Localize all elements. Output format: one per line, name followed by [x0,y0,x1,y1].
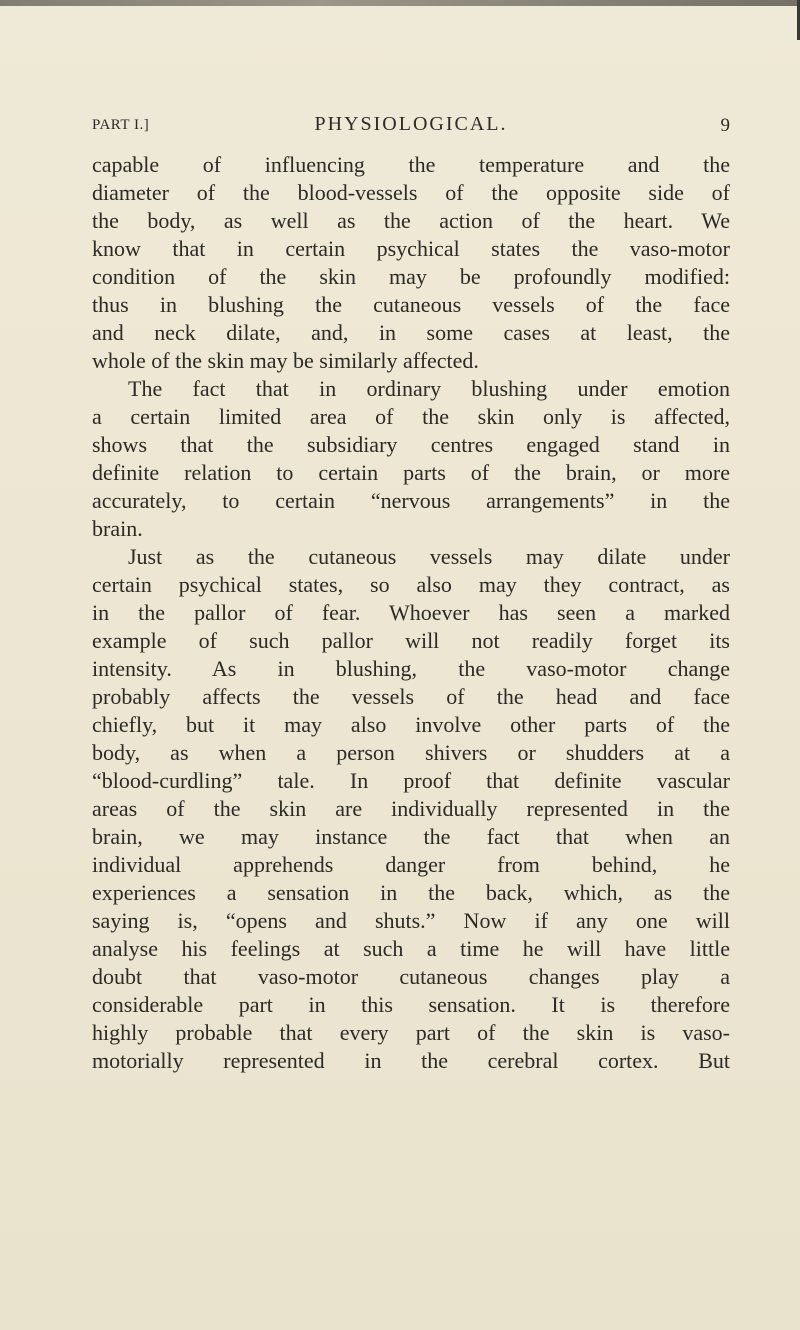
text-line: accurately, to certain “nervous arrangements” in the [92,488,730,513]
text-line: probably affects the vessels of the head and face [92,684,730,709]
text-line: “blood-curdling” tale. In proof that definite vascular [92,768,730,793]
paragraph-first-line: The fact that in ordinary blushing under emotion [128,376,730,401]
page-number: 9 [720,115,730,136]
text-line: diameter of the blood-vessels of the opposite side of [92,180,730,205]
body-text [92,151,730,1075]
text-line: intensity. As in blushing, the vaso-motor change [92,656,730,681]
text-line: a certain limited area of the skin only is affected, [92,404,730,429]
text-line: doubt that vaso-motor cutaneous changes play a [92,964,730,989]
text-line: the body, as well as the action of the heart. We [92,208,730,233]
text-line: individual apprehends danger from behind, he [92,852,730,877]
text-line: brain, we may instance the fact that when an [92,824,730,849]
text-line: experiences a sensation in the back, which, as the [92,880,730,905]
text-line: saying is, “opens and shuts.” Now if any one will [92,908,730,933]
top-edge-rule [0,0,800,6]
text-line: body, as when a person shivers or shudders at a [92,740,730,765]
text-line: capable of influencing the temperature and the [92,152,730,177]
text-line: shows that the subsidiary centres engaged stand in [92,432,730,457]
text-line: thus in blushing the cutaneous vessels of the face [92,292,730,317]
text-line: example of such pallor will not readily forget its [92,628,730,653]
text-line: brain. [92,516,143,541]
text-line: certain psychical states, so also may they contract, as [92,572,730,597]
text-line: in the pallor of fear. Whoever has seen a marked [92,600,730,625]
text-line: motorially represented in the cerebral cortex. But [92,1048,730,1073]
text-line: highly probable that every part of the skin is vaso- [92,1020,730,1045]
text-line: considerable part in this sensation. It is therefore [92,992,730,1017]
text-line: areas of the skin are individually represented in the [92,796,730,821]
text-line: definite relation to certain parts of the brain, or more [92,460,730,485]
text-line: chiefly, but it may also involve other parts of the [92,712,730,737]
text-line: know that in certain psychical states the vaso-motor [92,236,730,261]
part-label: PART I.] [92,117,150,133]
text-line: whole of the skin may be similarly affected. [92,348,479,373]
running-head [92,113,730,139]
text-line: condition of the skin may be profoundly modified: [92,264,730,289]
text-line: and neck dilate, and, in some cases at least, the [92,320,730,345]
paragraph-first-line: Just as the cutaneous vessels may dilate under [128,544,730,569]
text-line: analyse his feelings at such a time he will have little [92,936,730,961]
section-title: PHYSIOLOGICAL. [314,113,508,135]
